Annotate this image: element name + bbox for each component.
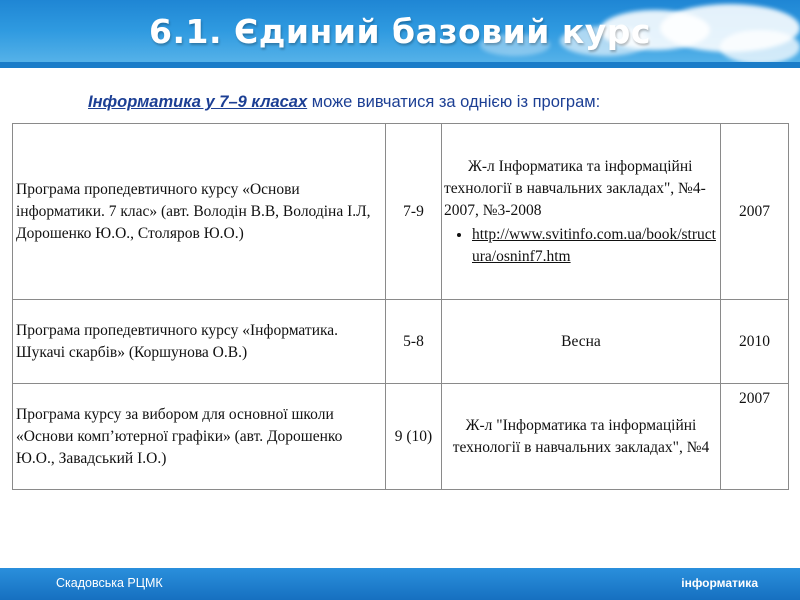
programs-table — [12, 123, 789, 490]
header-banner — [0, 0, 800, 68]
source-cell: Весна — [442, 300, 721, 384]
header-underline — [0, 62, 800, 68]
source-cell: Ж-л "Інформатика та інформаційні технології в навчальних закладах", №4 — [442, 384, 721, 490]
footer-right-text: інформатика — [681, 576, 758, 590]
table-row — [13, 124, 789, 300]
program-name-cell: Програма пропедевтичного курсу «Інформатика. Шукачі скарбів» (Коршунова О.В.) — [13, 300, 386, 384]
source-link[interactable]: http://www.svitinfo.com.ua/book/structura/osninf7.htm — [472, 225, 716, 265]
table-row — [13, 300, 789, 384]
source-text: Ж-л Інформатика та інформаційні технології в навчальних закладах", №4-2007, №3-2008 — [444, 157, 706, 219]
classes-cell: 9 (10) — [386, 384, 442, 490]
table-row — [13, 384, 789, 490]
classes-cell: 7-9 — [386, 124, 442, 300]
source-links-list — [444, 224, 718, 268]
list-item — [472, 224, 718, 268]
footer-left-text: Скадовська РЦМК — [56, 576, 163, 590]
slide-subtitle — [88, 93, 600, 112]
year-cell: 2010 — [721, 300, 789, 384]
year-cell: 2007 — [721, 384, 789, 490]
subtitle-rest: може вивчатися за однією із програм: — [307, 93, 601, 111]
classes-cell: 5-8 — [386, 300, 442, 384]
slide-title: 6.1. Єдиний базовий курс — [149, 12, 651, 51]
subtitle-emphasis: Інформатика у 7–9 класах — [88, 93, 308, 111]
footer-bar — [0, 568, 800, 600]
program-name-cell: Програма курсу за вибором для основної школи «Основи комп’ютерної графіки» (авт. Дорошенко Ю.О., Завадський І.О.) — [13, 384, 386, 490]
year-cell: 2007 — [721, 124, 789, 300]
program-name-cell: Програма пропедевтичного курсу «Основи інформатики. 7 клас» (авт. Володін В.В, Володіна І.Л, Дорошенко Ю.О., Столяров Ю.О.) — [13, 124, 386, 300]
source-cell — [442, 124, 721, 300]
